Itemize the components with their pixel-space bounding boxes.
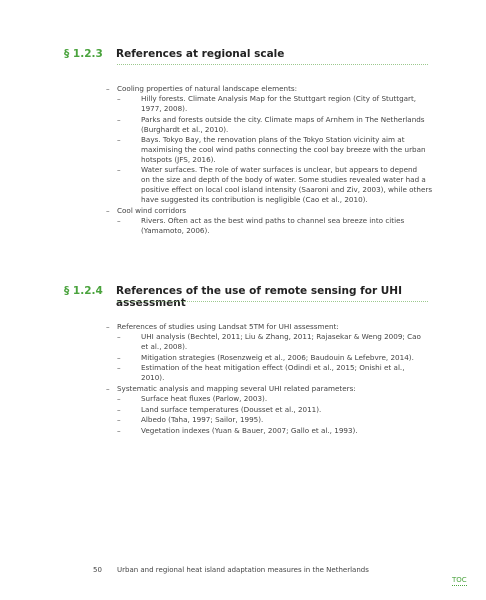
list-item-continuation: positive effect on local cool island intensity (Saaroni and Ziv, 2003), while others (141, 185, 433, 194)
section-heading-1-2-4 (64, 283, 428, 309)
list-item-continuation: (Yamamoto, 2006). (141, 226, 210, 235)
section-heading-1-2-3 (64, 46, 428, 64)
list-item: Systematic analysis and mapping several UHI related parameters: (117, 384, 356, 393)
bullet-dash: – (117, 405, 121, 414)
list-item-continuation: 1977, 2008). (141, 104, 188, 113)
list-item-continuation: hotspots (JFS, 2016). (141, 155, 216, 164)
list-item: Albedo (Taha, 1997; Sailor, 1995). (141, 415, 264, 424)
list-item: Rivers. Often act as the best wind paths to channel sea breeze into cities (141, 216, 405, 225)
list-item: Water surfaces. The role of water surfaces is unclear, but appears to depend (141, 165, 418, 174)
list-item: Bays. Tokyo Bay, the renovation plans of the Tokyo Station vicinity aim at (141, 135, 405, 144)
list-item: References of studies using Landsat 5TM for UHI assessment: (117, 322, 339, 331)
list-item: Surface heat fluxes (Parlow, 2003). (141, 394, 268, 403)
list-item-continuation: (Burghardt et al., 2010). (141, 125, 229, 134)
bullet-dash: – (106, 206, 110, 215)
bullet-dash: – (117, 394, 121, 403)
section-title: References of the use of remote sensing for UHI assessment (116, 285, 402, 309)
bullet-dash: – (117, 426, 121, 435)
bullet-dash: – (117, 415, 121, 424)
bullet-dash: – (106, 322, 110, 331)
list-item: Vegetation indexes (Yuan & Bauer, 2007; Gallo et al., 1993). (141, 426, 358, 435)
bullet-dash: – (106, 384, 110, 393)
list-item: Estimation of the heat mitigation effect (Odindi et al., 2015; Onishi et al., (141, 363, 405, 372)
list-item: Cooling properties of natural landscape elements: (117, 84, 298, 93)
list-item: Hilly forests. Climate Analysis Map for the Stuttgart region (City of Stuttgart, (141, 94, 417, 103)
section-number: § 1.2.4 (64, 285, 103, 297)
list-item: Mitigation strategies (Rosenzweig et al., 2006; Baudouin & Lefebvre, 2014). (141, 353, 414, 362)
bullet-dash: – (117, 353, 121, 362)
list-item: Land surface temperatures (Dousset et al., 2011). (141, 405, 322, 414)
list-item-continuation: maximising the cool wind paths connecting the cool bay breeze with the urban (141, 145, 426, 154)
section-divider (117, 301, 428, 302)
page-number: 50 (93, 566, 102, 574)
running-footer-title: Urban and regional heat island adaptation measures in the Netherlands (117, 566, 369, 574)
list-item: UHI analysis (Bechtel, 2011; Liu & Zhang, 2011; Rajasekar & Weng 2009; Cao (141, 332, 421, 341)
toc-link[interactable]: TOC (452, 576, 467, 584)
bullet-dash: – (117, 165, 121, 174)
list-item-continuation: et al., 2008). (141, 342, 188, 351)
list-item-continuation: have suggested its contribution is negligible (Cao et al., 2010). (141, 195, 368, 204)
bullet-dash: – (117, 332, 121, 341)
bullet-dash: – (117, 94, 121, 103)
bullet-dash: – (106, 84, 110, 93)
list-item: Parks and forests outside the city. Climate maps of Arnhem in The Netherlands (141, 115, 425, 124)
list-item-continuation: 2010). (141, 373, 165, 382)
section-title: References at regional scale (116, 48, 285, 60)
section-number: § 1.2.3 (64, 48, 103, 60)
bullet-dash: – (117, 363, 121, 372)
bullet-dash: – (117, 216, 121, 225)
section-divider (117, 64, 428, 65)
list-item-continuation: on the size and depth of the body of water. Some studies revealed water had a (141, 175, 426, 184)
bullet-dash: – (117, 115, 121, 124)
bullet-dash: – (117, 135, 121, 144)
list-item: Cool wind corridors (117, 206, 187, 215)
